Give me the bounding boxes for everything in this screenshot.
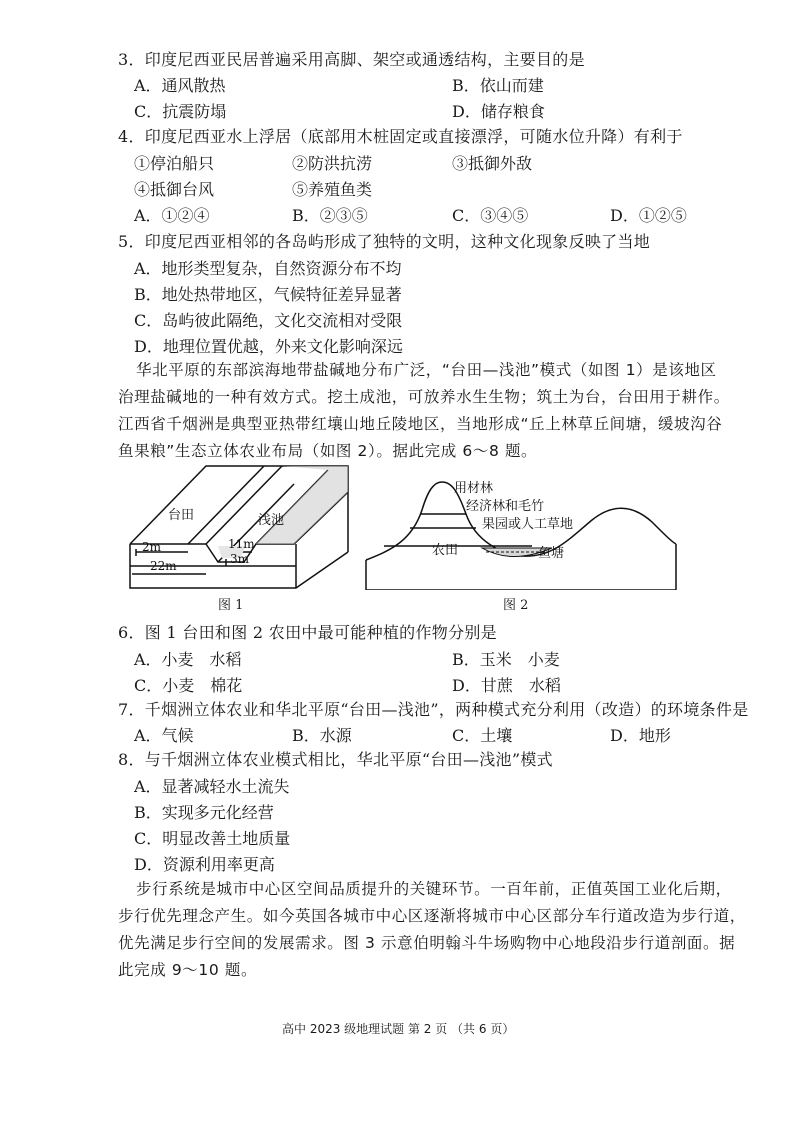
fig1-dim-2m: 2m [142,540,162,554]
q7-option-b: B．水源 [292,726,352,745]
q3-option-d: D．储存粮食 [452,102,545,121]
fig1-label-taitian: 台田 [168,508,195,523]
fig2-label-pond: 鱼塘 [538,546,565,561]
passage2-line1: 步行系统是城市中心区空间品质提升的关键环节。一百年前，正值英国工业化后期， [136,880,732,898]
fig1-dim-11m: 11m [228,537,255,551]
figure-2-caption: 图 2 [503,598,529,613]
q6-option-a: A．小麦 水稻 [134,650,242,669]
fig1-label-qianchi: 浅池 [258,513,285,528]
q6-option-b: B．玉米 小麦 [452,650,560,669]
q6-option-c: C．小麦 棉花 [134,676,243,695]
q5-option-d: D．地理位置优越，外来文化影响深远 [134,337,403,356]
passage1-line2: 治理盐碱地的一种有效方式。挖土成池，可放养水生生物；筑土为台，台田用于耕作。 [118,388,730,406]
passage2-line4: 此完成 9～10 题。 [118,961,258,979]
passage1-line1: 华北平原的东部滨海地带盐碱地分布广泛，“台田—浅池”模式（如图 1）是该地区 [136,361,717,379]
fig2-label-econ: 经济林和毛竹 [466,499,545,514]
q4-option-b: B．②③⑤ [292,206,368,225]
passage1-line3: 江西省千烟洲是典型亚热带红壤山地丘陵地区，当地形成“丘上林草丘间塘，缓坡沟谷 [118,415,723,433]
figure-2-hill-profile [362,470,682,590]
passage1-line4: 鱼果粮”生态立体农业布局（如图 2）。据此完成 6～8 题。 [118,442,538,460]
q4-option-a: A．①②④ [134,206,210,225]
fig1-dim-22m: 22m [150,559,177,573]
fig2-label-orchard: 果园或人工草地 [482,517,574,532]
q4-item-2: ②防洪抗涝 [292,154,373,173]
q8-option-c: C．明显改善土地质量 [134,829,291,848]
q8-option-b: B．实现多元化经营 [134,803,274,822]
q4-option-d: D．①②⑤ [610,206,687,225]
figure-1-taitian-diagram [118,462,358,590]
q7-option-c: C．土壤 [452,726,513,745]
page-footer: 高中 2023 级地理试题 第 2 页 （共 6 页） [282,1022,515,1036]
question-4-stem: 4．印度尼西亚水上浮居（底部用木桩固定或直接漂浮，可随水位升降）有利于 [118,127,683,146]
q6-option-d: D．甘蔗 水稻 [452,676,561,695]
q8-option-d: D．资源利用率更高 [134,855,275,874]
q4-item-5: ⑤养殖鱼类 [292,180,373,199]
passage2-line3: 优先满足步行空间的发展需求。图 3 示意伯明翰斗牛场购物中心地段沿步行道剖面。据 [118,934,736,952]
q8-option-a: A．显著减轻水土流失 [134,777,290,796]
q5-option-c: C．岛屿彼此隔绝，文化交流相对受限 [134,311,403,330]
question-8-stem: 8．与千烟洲立体农业模式相比，华北平原“台田—浅池”模式 [118,750,553,769]
figure-1-caption: 图 1 [218,598,244,613]
q7-option-a: A．气候 [134,726,194,745]
q7-option-d: D．地形 [610,726,671,745]
passage2-line2: 步行优先理念产生。如今英国各城市中心区逐渐将城市中心区部分车行道改造为步行道， [118,907,746,925]
q4-item-3: ③抵御外敌 [452,154,533,173]
q4-item-1: ①停泊船只 [134,154,215,173]
question-6-stem: 6．图 1 台田和图 2 农田中最可能种植的作物分别是 [118,623,497,642]
q3-option-c: C．抗震防塌 [134,102,227,121]
fig2-label-farmland: 农田 [432,543,459,558]
q4-option-c: C．③④⑤ [452,206,529,225]
q3-option-a: A．通风散热 [134,76,226,95]
question-5-stem: 5．印度尼西亚相邻的各岛屿形成了独特的文明，这种文化现象反映了当地 [118,232,651,251]
q3-option-b: B．依山而建 [452,76,544,95]
q4-item-4: ④抵御台风 [134,180,215,199]
question-7-stem: 7．千烟洲立体农业和华北平原“台田—浅池”，两种模式充分利用（改造）的环境条件是 [118,700,749,719]
fig1-dim-3m: 3m [230,552,250,566]
q5-option-b: B．地处热带地区，气候特征差异显著 [134,285,402,304]
question-3-stem: 3．印度尼西亚民居普遍采用高脚、架空或通透结构，主要目的是 [118,50,585,69]
q5-option-a: A．地形类型复杂，自然资源分布不均 [134,259,402,278]
fig2-label-timber: 用材林 [454,481,494,496]
